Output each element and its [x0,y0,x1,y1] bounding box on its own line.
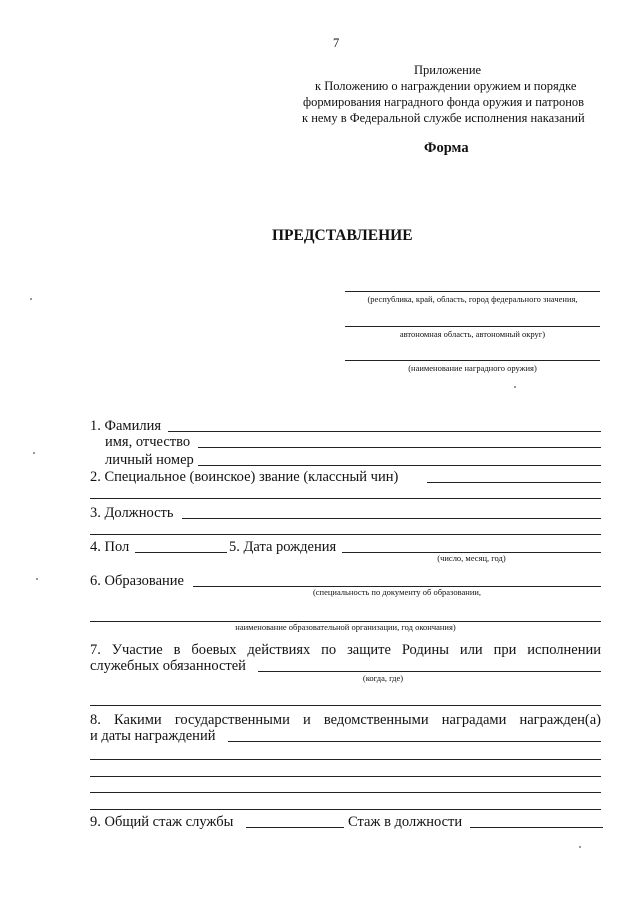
combat-participation-label: 7. Участие в боевых действиях по защите Родины или при исполнении [90,642,601,658]
region-caption: (республика, край, область, город федерального значения, [367,294,578,304]
position-label: 3. Должность [90,505,174,521]
appendix-title: Приложение [414,63,482,77]
autonomous-region-caption: автономная область, автономный округ) [399,329,546,339]
sex-label: 4. Пол [90,539,130,555]
position-field[interactable] [182,518,601,519]
surname-field[interactable] [168,431,601,432]
awards-field-line-2[interactable] [90,759,601,760]
awards-field[interactable] [228,741,601,742]
weapon-name-caption: (наименование наградного оружия) [408,363,537,373]
appendix-line-4: к нему в Федеральной службе исполнения наказаний [302,111,585,125]
weapon-name-field[interactable] [345,360,600,361]
rank-field[interactable] [427,482,601,483]
total-service-field[interactable] [246,827,344,828]
autonomous-region-field[interactable] [345,326,600,327]
combat-participation-field-continuation[interactable] [90,705,601,706]
sex-field[interactable] [135,552,227,553]
region-field[interactable] [345,291,600,292]
awards-label-2: и даты награждений [90,728,216,744]
education-caption-institution: наименование образовательной организации, год окончания) [235,622,456,632]
awards-field-line-3[interactable] [90,776,601,777]
form-label: Форма [424,140,469,156]
name-patronymic-label: имя, отчество [105,434,191,450]
combat-participation-caption: (когда, где) [362,673,404,683]
birth-date-label: 5. Дата рождения [229,539,337,555]
appendix-line-3: формирования наградного фонда оружия и патронов [303,95,585,109]
education-label: 6. Образование [90,573,184,589]
awards-field-line-5[interactable] [90,809,601,810]
scan-speck [579,846,581,848]
document-title: ПРЕДСТАВЛЕНИЕ [272,227,413,244]
combat-participation-label-2: служебных обязанностей [90,658,246,674]
scan-speck [514,386,516,388]
surname-label: 1. Фамилия [90,418,161,434]
education-caption-specialty: (специальность по документу об образовании, [312,587,482,597]
combat-participation-field[interactable] [258,671,601,672]
name-patronymic-field[interactable] [198,447,601,448]
position-service-field[interactable] [470,827,603,828]
birth-date-caption: (число, месяц, год) [437,553,506,563]
personal-number-field[interactable] [198,465,601,466]
rank-field-continuation[interactable] [90,498,601,499]
scan-speck [33,452,35,454]
scan-speck [36,578,38,580]
scan-speck [30,298,32,300]
appendix-line-2: к Положению о награждении оружием и порядке [315,79,577,93]
position-service-label: Стаж в должности [348,814,463,830]
awards-field-line-4[interactable] [90,792,601,793]
rank-label: 2. Специальное (воинское) звание (классный чин) [90,469,399,485]
personal-number-label: личный номер [105,452,194,468]
awards-label: 8. Какими государственными и ведомственными наградами награжден(а) [90,712,601,728]
position-field-continuation[interactable] [90,534,601,535]
total-service-label: 9. Общий стаж службы [90,814,234,830]
page-number: 7 [333,36,340,50]
